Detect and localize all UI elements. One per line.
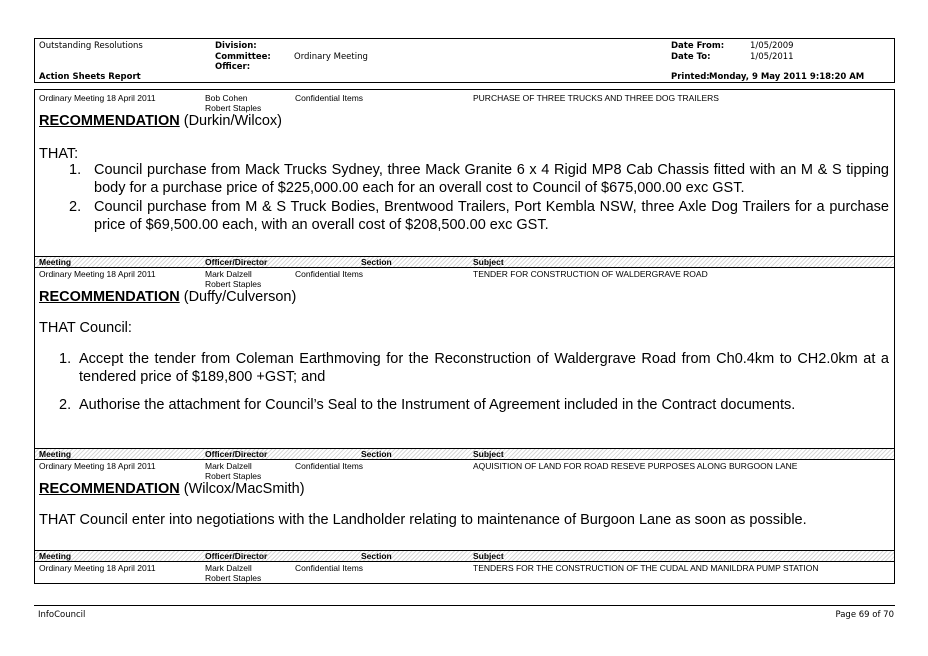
meeting-cell: Ordinary Meeting 18 April 2011 [39,563,156,573]
report-header [34,38,895,83]
date-to-label: Date To: [671,52,711,62]
subject-cell: AQUISITION OF LAND FOR ROAD RESEVE PURPOSES ALONG BURGOON LANE [473,461,798,471]
recommendation-label: RECOMMENDATION [39,113,180,129]
subject-cell: TENDERS FOR THE CONSTRUCTION OF THE CUDAL AND MANILDRA PUMP STATION [473,563,819,573]
recommendation-movers: (Wilcox/MacSmith) [183,481,305,497]
column-header-row [35,550,894,562]
officer-column-header: Officer/Director [205,551,268,561]
footer-app-name: InfoCouncil [38,610,86,620]
officer-column-header: Officer/Director [205,257,268,267]
section-cell: Confidential Items [295,93,364,103]
resolution-intro: THAT Council enter into negotiations with the Landholder relating to maintenance of Burgoon Lane as soon as possible. [39,512,807,528]
subject-cell: PURCHASE OF THREE TRUCKS AND THREE DOG TRAILERS [473,93,719,103]
officer-cell: Mark Dalzell [205,269,252,279]
point-text: Council purchase from M & S Truck Bodies, Brentwood Trailers, Port Kembla NSW, three Axle Dog Trailers for a purchase price of $69,500.00 each, with an overall cost of $208,500.00 exc GST. [94,199,889,233]
officer-cell: Mark Dalzell [205,563,252,573]
officer-cell: Bob Cohen [205,93,248,103]
recommendation-label: RECOMMENDATION [39,289,180,305]
printed-value: Monday, 9 May 2011 9:18:20 AM [709,72,865,82]
date-from-label: Date From: [671,41,725,51]
point-text: Accept the tender from Coleman Earthmoving for the Reconstruction of Waldergrave Road from Ch0.4km to CH2.0km at a tendered price of $189,800 +GST; and [79,351,889,385]
date-to-value: 1/05/2011 [750,52,794,62]
section-column-header: Section [361,449,392,459]
point-number: 2. [69,199,82,215]
subject-column-header: Subject [473,257,504,267]
officer-label: Officer: [215,62,251,72]
recommendation-movers: (Durkin/Wilcox) [183,113,283,129]
meeting-column-header: Meeting [39,551,72,561]
meeting-cell: Ordinary Meeting 18 April 2011 [39,461,156,471]
date-from-value: 1/05/2009 [750,41,794,51]
meeting-column-header: Meeting [39,449,72,459]
point-number: 2. [59,397,72,413]
column-header-row [35,448,894,460]
section-cell: Confidential Items [295,563,364,573]
recommendation-movers: (Duffy/Culverson) [183,289,297,305]
subject-cell: TENDER FOR CONSTRUCTION OF WALDERGRAVE ROAD [473,269,708,279]
recommendation-heading [39,289,296,305]
action-sheet-content [34,89,895,584]
section-cell: Confidential Items [295,269,364,279]
committee-label: Committee: [215,52,271,62]
officer-cell-2: Robert Staples [205,573,262,583]
officer-cell: Mark Dalzell [205,461,252,471]
section-column-header: Section [361,551,392,561]
report-name: Outstanding Resolutions [39,41,143,51]
column-header-row [35,256,894,268]
subject-column-header: Subject [473,449,504,459]
division-label: Division: [215,41,257,51]
page-number: Page 69 of 70 [835,610,894,620]
section-column-header: Section [361,257,392,267]
meeting-column-header: Meeting [39,257,72,267]
recommendation-heading [39,481,305,497]
officer-cell-2: Robert Staples [205,103,262,113]
footer-divider [34,605,895,606]
meeting-cell: Ordinary Meeting 18 April 2011 [39,93,156,103]
subject-column-header: Subject [473,551,504,561]
printed-label: Printed: [671,72,710,82]
resolution-intro: THAT Council: [39,320,132,336]
officer-column-header: Officer/Director [205,449,268,459]
section-cell: Confidential Items [295,461,364,471]
report-type: Action Sheets Report [39,72,141,82]
meeting-cell: Ordinary Meeting 18 April 2011 [39,269,156,279]
officer-cell-2: Robert Staples [205,279,262,289]
point-number: 1. [69,162,82,178]
recommendation-heading [39,113,282,129]
officer-cell-2: Robert Staples [205,471,262,481]
recommendation-label: RECOMMENDATION [39,481,180,497]
committee-value: Ordinary Meeting [294,52,368,62]
resolution-intro: THAT: [39,146,79,162]
point-text: Council purchase from Mack Trucks Sydney, three Mack Granite 6 x 4 Rigid MP8 Cab Chassis fitted with an M & S tipping body for a purchase price of $225,000.00 each for an overall cost to Council of $675,000.00 exc GST. [94,162,889,196]
point-number: 1. [59,351,72,367]
point-text: Authorise the attachment for Council’s Seal to the Instrument of Agreement included in the Contract documents. [79,397,796,413]
